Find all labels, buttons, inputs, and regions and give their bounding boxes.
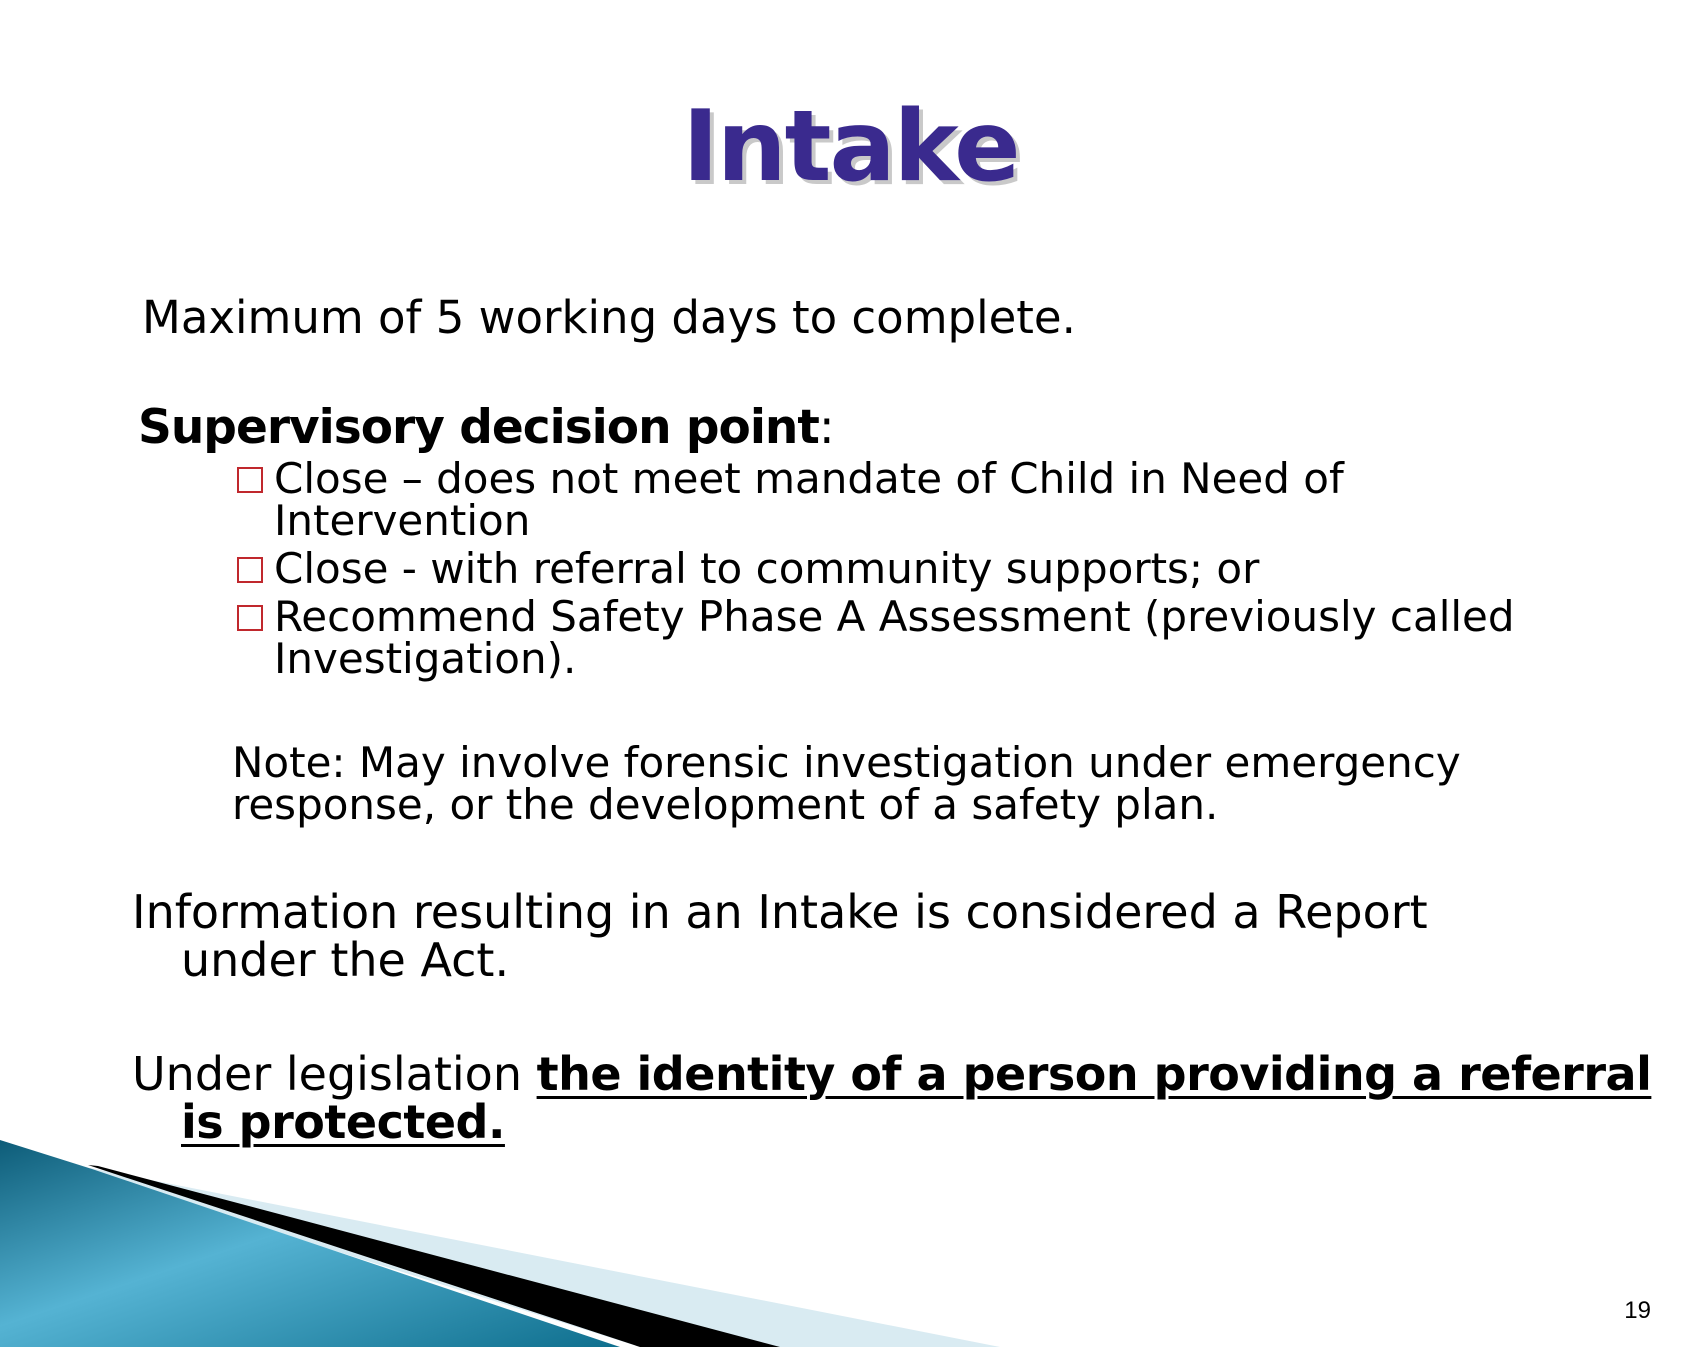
supervisory-colon: : [818,400,835,455]
option-text-line: Investigation). [274,634,577,683]
supervisory-label: Supervisory decision point [138,400,819,455]
option-text-line: Intervention [274,496,531,545]
info-line: Information resulting in an Intake is considered a Report [132,885,1428,939]
legislation-emphasis: the identity of a person providing a referral [536,1047,1652,1101]
option-text-line: Recommend Safety Phase A Assessment (previously called [274,592,1515,641]
option-text-line: Close – does not meet mandate of Child in Need of [274,454,1344,503]
legislation-prefix: Under legislation [132,1047,537,1101]
teal-swoosh [0,1140,620,1347]
option-text-line: Close - with referral to community supports; or [274,544,1260,593]
max-days-text: Maximum of 5 working days to complete. [142,291,1076,344]
slide-title: Intake [682,90,1019,204]
note-line: response, or the development of a safety plan. [232,780,1219,829]
legislation-emphasis: is protected. [181,1095,505,1149]
page-number: 19 [1624,1297,1651,1324]
info-line: under the Act. [181,933,510,987]
note-line: Note: May involve forensic investigation under emergency [232,738,1461,787]
